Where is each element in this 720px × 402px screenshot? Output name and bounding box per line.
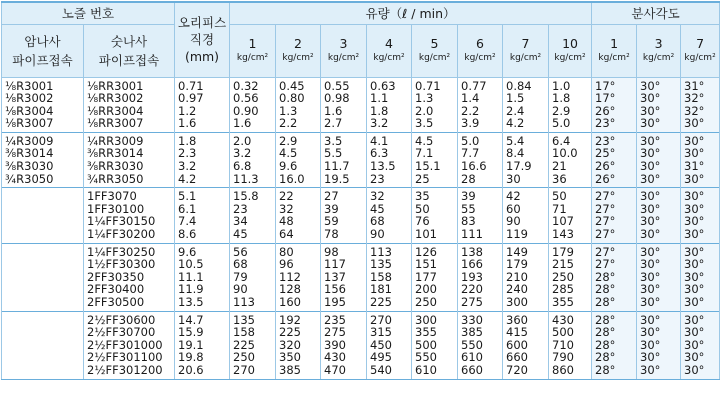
flow-cell: 0.55 0.98 1.6 2.7	[321, 77, 367, 132]
orifice-diameter-header	[175, 2, 230, 77]
flow-cell: 0.84 1.5 2.4 4.2	[503, 77, 549, 132]
female-nozzle-cell	[2, 311, 84, 379]
pressure-header	[230, 24, 276, 77]
flow-cell: 0.32 0.56 0.90 1.6	[230, 77, 276, 132]
pressure-header	[412, 24, 458, 77]
orifice-diameter-label: 오리피스 직경 (mm)	[177, 15, 227, 65]
nozzle-spec-table	[1, 1, 720, 380]
flow-cell: 235 275 390 430 470	[321, 311, 367, 379]
flow-cell: 5.0 7.7 16.6 28	[458, 132, 503, 187]
flow-cell: 27 39 59 78	[321, 188, 367, 243]
male-nozzle-cell: ¼RR3009 ⅜RR3014 ⅜RR3030 ¾RR3050	[84, 132, 175, 187]
male-pipe-label: 숫나사 파이프접속	[98, 33, 160, 68]
flow-cell: 135 158 225 250 270	[230, 311, 276, 379]
pressure-unit: kg/cm²	[327, 53, 360, 63]
angle-cell: 30° 30° 30° 30°	[681, 188, 720, 243]
pressure-unit: kg/cm²	[236, 53, 269, 63]
pressure-unit: kg/cm²	[598, 53, 630, 63]
table-row-group	[2, 311, 720, 379]
table-row-group	[2, 188, 720, 243]
flow-cell: 330 385 550 610 660	[458, 311, 503, 379]
flow-cell: 32 45 68 90	[367, 188, 412, 243]
pressure-header	[503, 24, 549, 77]
flow-cell: 22 32 48 64	[276, 188, 321, 243]
flow-cell: 39 55 83 111	[458, 188, 503, 243]
male-nozzle-cell: ⅛RR3001 ⅛RR3002 ⅛RR3004 ⅛RR3007	[84, 77, 175, 132]
pressure-value: 6	[476, 36, 484, 51]
female-nozzle-cell: ¼R3009 ⅜R3014 ⅜R3030 ¾R3050	[2, 132, 84, 187]
pressure-value: 7	[696, 36, 705, 51]
pressure-value: 10	[562, 36, 578, 51]
table-row-group	[2, 132, 720, 187]
flow-cell: 192 225 320 350 385	[276, 311, 321, 379]
female-nozzle-cell: ⅛R3001 ⅛R3002 ⅛R3004 ⅛R3007	[2, 77, 84, 132]
flow-cell: 50 71 107 143	[549, 188, 592, 243]
flow-cell: 35 50 76 101	[412, 188, 458, 243]
angle-cell: 31° 32° 32° 30°	[681, 77, 720, 132]
flow-cell: 270 315 450 495 540	[367, 311, 412, 379]
pressure-unit: kg/cm²	[282, 53, 314, 63]
angle-cell: 30° 30° 30° 30°	[637, 132, 681, 187]
pressure-unit: kg/cm²	[684, 53, 716, 63]
angle-cell: 28° 28° 28° 28° 28°	[592, 311, 637, 379]
male-nozzle-cell: 1¼FF30250 1½FF30300 2FF30350 2FF30400 2FF30500	[84, 243, 175, 311]
male-nozzle-cell: 1FF3070 1FF30100 1¼FF30150 1¼FF30200	[84, 188, 175, 243]
flow-cell: 42 60 90 119	[503, 188, 549, 243]
pressure-unit: kg/cm²	[373, 53, 405, 63]
nozzle-number-header: 노즐 번호	[2, 2, 175, 24]
pressure-header	[458, 24, 503, 77]
flow-cell: 0.45 0.80 1.3 2.2	[276, 77, 321, 132]
flow-cell: 149 179 210 240 300	[503, 243, 549, 311]
flow-cell: 80 96 112 128 160	[276, 243, 321, 311]
angle-cell: 30° 30° 30° 30° 30°	[637, 243, 681, 311]
flow-cell: 4.5 7.1 15.1 25	[412, 132, 458, 187]
flow-cell: 126 151 177 200 250	[412, 243, 458, 311]
angle-cell: 30° 30° 30° 30° 30°	[681, 243, 720, 311]
flow-cell: 0.63 1.1 1.8 3.2	[367, 77, 412, 132]
angle-cell: 23° 25° 26° 26°	[592, 132, 637, 187]
pressure-header	[321, 24, 367, 77]
angle-pressure-header	[637, 24, 681, 77]
table-row-group	[2, 77, 720, 132]
pressure-value: 5	[430, 36, 439, 51]
flow-cell: 1.0 1.8 2.9 5.0	[549, 77, 592, 132]
flow-cell: 56 68 79 90 113	[230, 243, 276, 311]
flow-cell: 430 500 710 790 860	[549, 311, 592, 379]
orifice-cell: 14.7 15.9 19.1 19.8 20.6	[175, 311, 230, 379]
pressure-unit: kg/cm²	[642, 53, 675, 63]
angle-pressure-header	[592, 24, 637, 77]
angle-cell: 17° 17° 26° 23°	[592, 77, 637, 132]
flow-cell: 0.71 1.3 2.0 3.5	[412, 77, 458, 132]
orifice-cell: 5.1 6.1 7.4 8.6	[175, 188, 230, 243]
male-nozzle-cell: 2½FF30600 2½FF30700 2½FF301000 2½FF301100 2½FF301200	[84, 311, 175, 379]
flow-cell: 3.5 5.5 11.7 19.5	[321, 132, 367, 187]
flow-cell: 0.77 1.4 2.2 3.9	[458, 77, 503, 132]
pressure-header	[549, 24, 592, 77]
angle-cell: 30° 30° 30° 30°	[637, 188, 681, 243]
pressure-value: 1	[248, 36, 257, 51]
flow-cell: 4.1 6.3 13.5 23	[367, 132, 412, 187]
pressure-value: 1	[610, 36, 619, 51]
male-pipe-header	[84, 24, 175, 77]
pressure-unit: kg/cm²	[509, 53, 542, 63]
angle-cell: 30° 30° 31° 30°	[681, 132, 720, 187]
pressure-value: 7	[521, 36, 530, 51]
pressure-value: 3	[654, 36, 663, 51]
pressure-unit: kg/cm²	[554, 53, 586, 63]
female-pipe-label: 암나사 파이프접속	[12, 33, 73, 68]
angle-cell: 30° 30° 30° 30°	[637, 77, 681, 132]
angle-cell: 30° 30° 30° 30° 30°	[681, 311, 720, 379]
orifice-cell: 1.8 2.3 3.2 4.2	[175, 132, 230, 187]
female-nozzle-cell	[2, 188, 84, 243]
pressure-value: 3	[339, 36, 348, 51]
flow-cell: 15.8 23 34 45	[230, 188, 276, 243]
female-nozzle-cell	[2, 243, 84, 311]
flow-cell: 6.4 10.0 21 36	[549, 132, 592, 187]
flow-cell: 179 215 250 285 355	[549, 243, 592, 311]
flow-cell: 2.0 3.2 6.8 11.3	[230, 132, 276, 187]
spray-angle-header: 분사각도	[592, 2, 720, 24]
pressure-value: 2	[294, 36, 302, 51]
angle-cell: 30° 30° 30° 30° 30°	[637, 311, 681, 379]
orifice-cell: 0.71 0.97 1.2 1.6	[175, 77, 230, 132]
female-pipe-header	[2, 24, 84, 77]
angle-pressure-header	[681, 24, 720, 77]
pressure-unit: kg/cm²	[464, 53, 496, 63]
table-row-group	[2, 243, 720, 311]
flow-cell: 138 166 193 220 275	[458, 243, 503, 311]
pressure-value: 4	[385, 36, 393, 51]
orifice-cell: 9.6 10.5 11.1 11.9 13.5	[175, 243, 230, 311]
flow-cell: 300 355 500 550 610	[412, 311, 458, 379]
flow-cell: 360 415 600 660 720	[503, 311, 549, 379]
pressure-header	[367, 24, 412, 77]
pressure-unit: kg/cm²	[418, 53, 451, 63]
flow-cell: 2.9 4.5 9.6 16.0	[276, 132, 321, 187]
flow-rate-header: 유량（ℓ / min）	[230, 2, 592, 24]
flow-cell: 5.4 8.4 17.9 30	[503, 132, 549, 187]
pressure-header	[276, 24, 321, 77]
angle-cell: 27° 27° 28° 28° 28°	[592, 243, 637, 311]
angle-cell: 27° 27° 27° 27°	[592, 188, 637, 243]
flow-cell: 113 135 158 181 225	[367, 243, 412, 311]
flow-cell: 98 117 137 156 195	[321, 243, 367, 311]
